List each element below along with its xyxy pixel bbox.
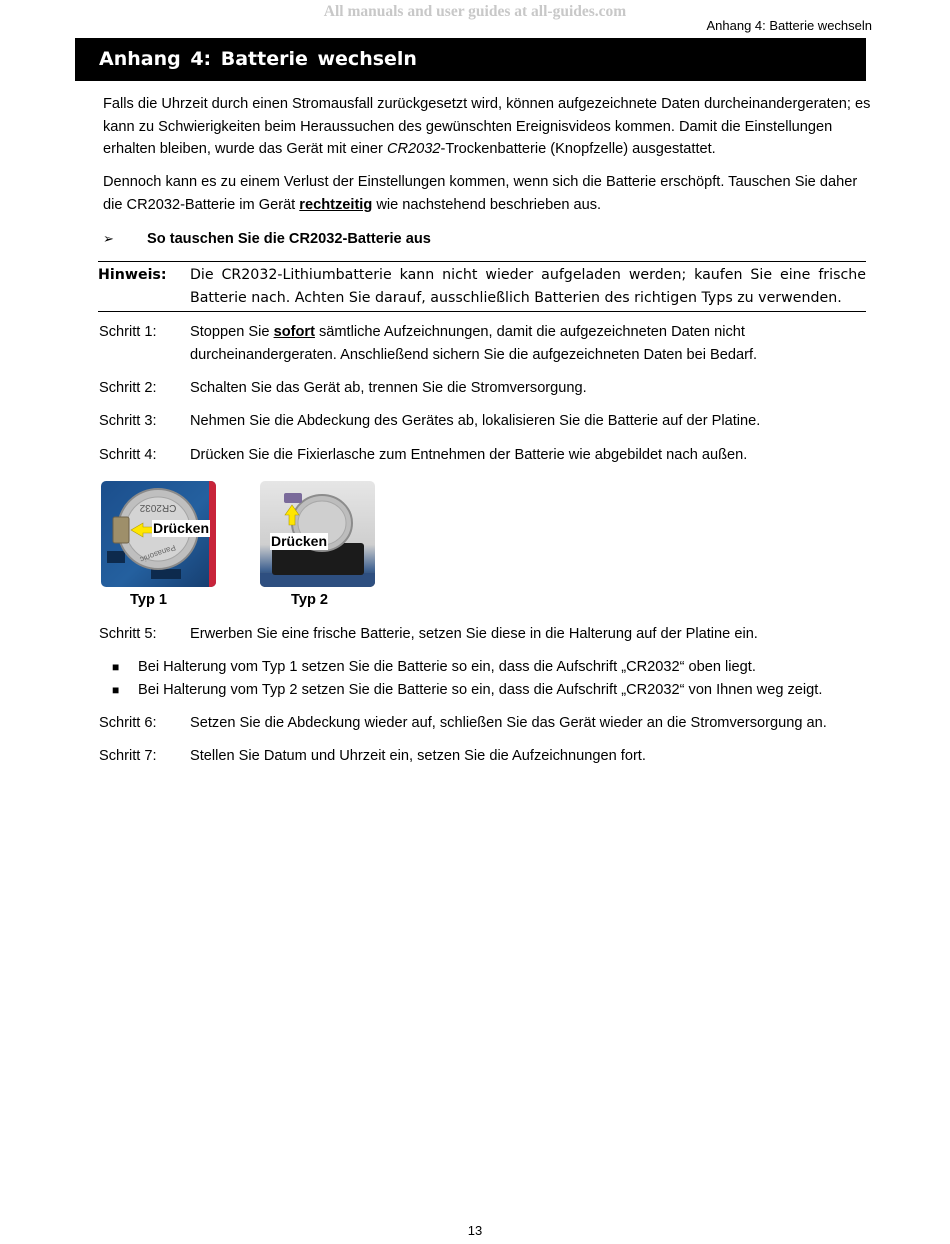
step-4 [99,444,879,467]
step-text [190,321,879,366]
note-text: Die CR2032-Lithiumbatterie kann nicht wieder aufgeladen werden; kaufen Sie eine frische Batterie nach. Achten Sie darauf, ausschließlich Batterien des richtigen Typs zu verwenden. [190,267,866,306]
watermark: All manuals and user guides at all-guides.com [323,3,627,20]
brand-marking: Panasonic [138,542,177,565]
emphasis-text: sofort [273,324,315,340]
list-item-text: Bei Halterung vom Typ 2 setzen Sie die Batterie so ein, dass die Aufschrift „CR2032“ von Ihnen weg zeigt. [138,682,823,698]
intro-text: Falls die Uhrzeit durch einen Stromausfall zurückgesetzt wird, können aufgezeichnete Daten durcheinandergeraten; es kann zu Schwierigkeiten beim Heraussuchen des gewünschten Ereignisvideos kommen. Damit die Einstellungen erhalten bleiben, wurde das Gerät mit einer [103,96,871,157]
step-label: Schritt 3: [99,413,157,429]
running-header: Anhang 4: Batterie wechseln [706,18,872,33]
intro-text: Dennoch kann es zu einem Verlust der Einstellungen kommen, wenn sich die Batterie erschöpft. Tauschen Sie daher die CR2032-Batterie im Gerät [103,174,858,213]
step-text: Drücken Sie die Fixierlasche zum Entnehmen der Batterie wie abgebildet nach außen. [190,447,748,463]
note-label: Hinweis: [98,267,167,283]
note-box [98,261,866,312]
step-text-part: sämtliche Aufzeichnungen, damit die aufgezeichneten Daten nicht durcheinandergeraten. Anschließend sichern Sie die aufgezeichneten Daten bei Bedarf. [190,324,758,363]
press-label: Drücken [153,520,210,536]
battery-photo-type-1 [101,481,216,587]
intro-text: wie nachstehend beschrieben aus. [372,196,602,213]
figure-caption-type-2: Typ 2 [291,592,329,608]
pcb-component [107,551,125,563]
battery-marking: CR2032 [139,502,177,513]
step-text: Erwerben Sie eine frische Batterie, setzen Sie diese in die Halterung auf der Platine ein. [190,626,758,642]
press-label: Drücken [271,533,328,549]
step-label: Schritt 6: [99,715,157,731]
step-5 [99,623,879,646]
page-number: 13 [467,1223,483,1238]
step-text: Nehmen Sie die Abdeckung des Gerätes ab, lokalisieren Sie die Batterie auf der Platine. [190,413,761,429]
step-label: Schritt 4: [99,447,157,463]
step-label: Schritt 2: [99,380,157,396]
battery-photo-type-2 [260,481,375,587]
intro-paragraph-1 [103,93,873,161]
battery-model: CR2032 [386,141,441,157]
step-label: Schritt 7: [99,748,157,764]
step-2 [99,377,879,400]
step-3 [99,410,879,433]
pcb-edge [209,481,216,587]
list-item [112,656,892,679]
emphasis-text: rechtzeitig [299,196,373,213]
step-6 [99,712,879,735]
step-7 [99,745,879,768]
retaining-clip [113,517,129,543]
step-1 [99,321,879,366]
square-bullet-icon: ■ [112,683,120,697]
step-text: Setzen Sie die Abdeckung wieder auf, schließen Sie das Gerät wieder an die Stromversorgung an. [190,715,827,731]
arrow-bullet-icon: ➢ [103,231,114,246]
step-text: Schalten Sie das Gerät ab, trennen Sie die Stromversorgung. [190,380,587,396]
step-text-part: Stoppen Sie [190,324,274,340]
retaining-clip [284,493,302,503]
figure-caption-type-1: Typ 1 [130,592,168,608]
intro-paragraph-2 [103,171,873,216]
square-bullet-icon: ■ [112,660,120,674]
howto-heading [103,229,431,249]
page-title: Anhang 4: Batterie wechseln [75,38,866,81]
list-item [112,679,892,702]
intro-text: -Trockenbatterie (Knopfzelle) ausgestattet. [440,141,716,157]
step-text: Stellen Sie Datum und Uhrzeit ein, setzen Sie die Aufzeichnungen fort. [190,748,646,764]
list-item-text: Bei Halterung vom Typ 1 setzen Sie die Batterie so ein, dass die Aufschrift „CR2032“ oben liegt. [138,659,756,675]
howto-text: So tauschen Sie die CR2032-Batterie aus [147,231,431,247]
step-label: Schritt 1: [99,324,157,340]
pcb-board [260,573,375,587]
step-label: Schritt 5: [99,626,157,642]
pcb-component [151,569,181,579]
